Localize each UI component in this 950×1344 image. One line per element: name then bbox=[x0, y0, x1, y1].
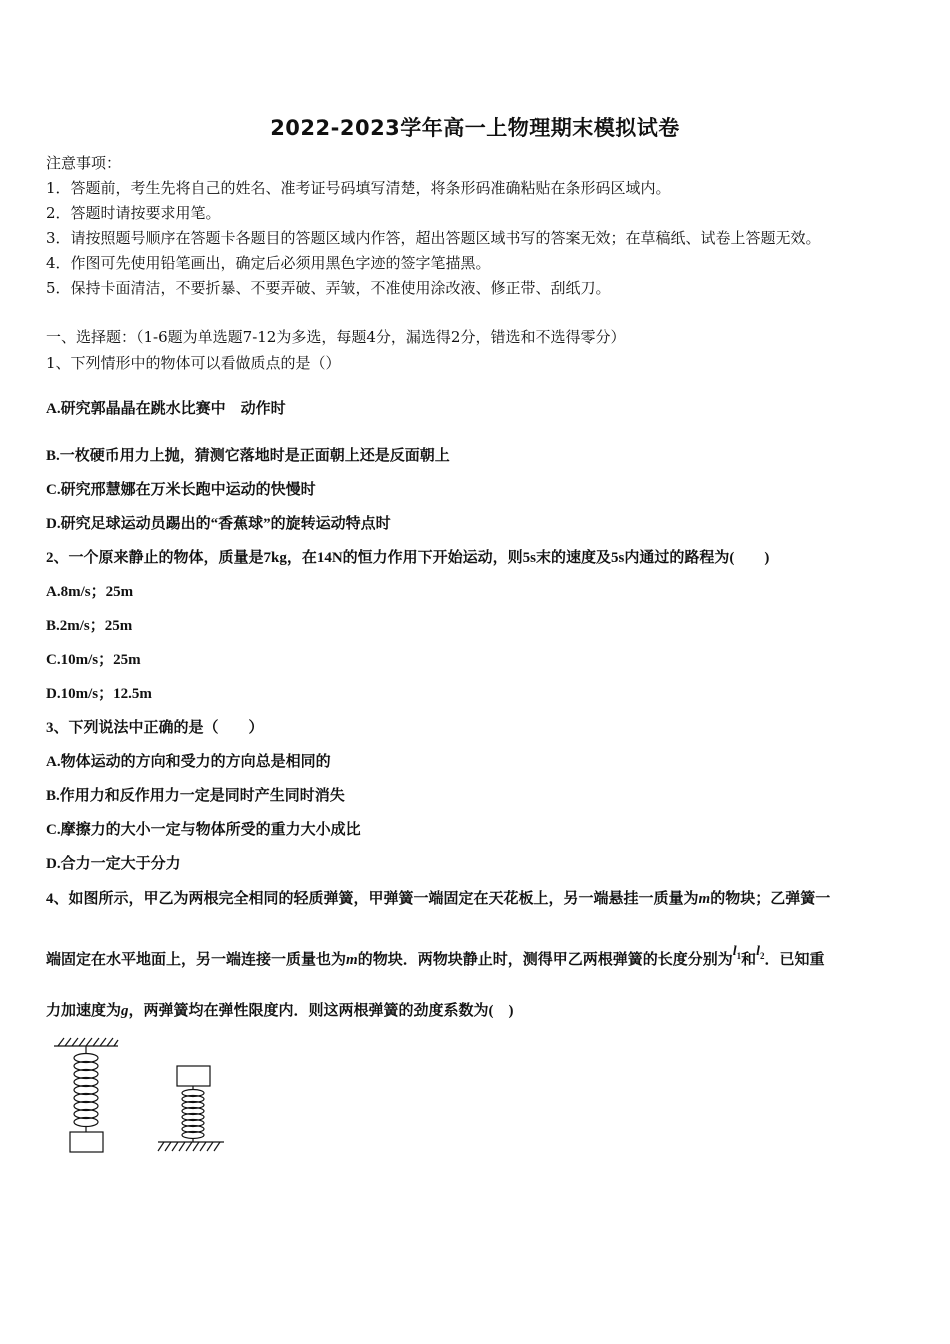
q3-option-b: B.作用力和反作用力一定是同时产生同时消失 bbox=[46, 788, 345, 804]
q4-line2-text-a: 端固定在水平地面上，另一端连接一质量也为 bbox=[46, 952, 347, 968]
q1-option-c: C.研究邢慧娜在万米长跑中运动的快慢时 bbox=[46, 482, 316, 498]
q4-line1-text-b: 的物块；乙弹簧一 bbox=[710, 891, 831, 907]
ceiling-hatch bbox=[58, 1038, 118, 1046]
q1-option-d: D.研究足球运动员踢出的“香蕉球”的旋转运动特点时 bbox=[46, 516, 391, 532]
q3-option-a: A.物体运动的方向和受力的方向总是相同的 bbox=[46, 754, 331, 770]
q4-mass-symbol: m bbox=[698, 891, 711, 907]
spring-yi-coils bbox=[182, 1090, 204, 1139]
q2-option-a: A.8m/s；25m bbox=[46, 584, 134, 600]
q1-option-b: B.一枚硬币用力上抛，猜测它落地时是正面朝上还是反面朝上 bbox=[46, 448, 450, 464]
l1-subscript: 1 bbox=[736, 950, 742, 961]
q1-option-a: A.研究郭晶晶在跳水比赛中 动作时 bbox=[46, 401, 286, 417]
q4-line2-text-c: ．已知重 bbox=[764, 952, 825, 968]
q4-line-2 bbox=[46, 944, 825, 970]
q4-line1-text-a: 4、如图所示，甲乙为两根完全相同的轻质弹簧，甲弹簧一端固定在天花板上，另一端悬挂一质量为 bbox=[46, 891, 699, 907]
q4-mass-symbol-2: m bbox=[346, 952, 358, 968]
q3-option-c: C.摩擦力的大小一定与物体所受的重力大小成比 bbox=[46, 822, 361, 838]
notice-item-4: 4．作图可先使用铅笔画出，确定后必须用黑色字迹的签字笔描黑。 bbox=[46, 254, 491, 272]
q2-option-d: D.10m/s；12.5m bbox=[46, 686, 152, 702]
spring-jia bbox=[54, 1038, 118, 1152]
notice-item-1: 1．答题前，考生先将自己的姓名、准考证号码填写清楚，将条形码准确粘贴在条形码区域内。 bbox=[46, 179, 671, 197]
q3-stem: 3、下列说法中正确的是（ ） bbox=[46, 720, 264, 736]
q2-stem: 2、一个原来静止的物体，质量是7kg，在14N的恒力作用下开始运动，则5s末的速度及5s内通过的路程为( ) bbox=[46, 550, 770, 566]
q4-line3-text-a: 力加速度为 bbox=[46, 1003, 122, 1019]
notice-item-2: 2．答题时请按要求用笔。 bbox=[46, 204, 221, 222]
l2-subscript: 2 bbox=[760, 950, 765, 961]
l2-letter: l bbox=[756, 944, 760, 959]
q4-line2-text-b: 的物块．两物块静止时，测得甲乙两根弹簧的长度分别为 bbox=[357, 952, 733, 968]
notice-heading: 注意事项： bbox=[46, 154, 122, 172]
q4-line3-text-b: ，两弹簧均在弹性限度内．则这两根弹簧的劲度系数为( ) bbox=[128, 1003, 514, 1019]
q4-and: 和 bbox=[741, 952, 757, 968]
block-yi bbox=[177, 1066, 210, 1086]
q4-line-1 bbox=[46, 887, 830, 908]
spring-figure bbox=[46, 1030, 236, 1160]
ground-hatch bbox=[158, 1142, 220, 1151]
notice-item-3: 3．请按照题号顺序在答题卡各题目的答题区域内作答，超出答题区域书写的答案无效；在草稿纸、试卷上答题无效。 bbox=[46, 229, 821, 247]
spring-yi bbox=[158, 1066, 224, 1151]
q2-option-b: B.2m/s；25m bbox=[46, 618, 133, 634]
q1-stem: 1、下列情形中的物体可以看做质点的是（） bbox=[46, 354, 341, 372]
l1-symbol bbox=[733, 944, 741, 961]
q4-gravity-symbol: g bbox=[121, 1003, 129, 1019]
exam-title: 2022-2023学年高一上物理期末模拟试卷 bbox=[270, 116, 680, 140]
notice-item-5: 5．保持卡面清洁，不要折暴、不要弄破、弄皱，不准使用涂改液、修正带、刮纸刀。 bbox=[46, 279, 611, 297]
block-jia bbox=[70, 1132, 103, 1152]
l2-symbol bbox=[756, 944, 764, 961]
spring-jia-coils bbox=[74, 1054, 98, 1127]
section-heading: 一、选择题：（1-6题为单选题7-12为多选，每题4分，漏选得2分，错选和不选得零分） bbox=[46, 328, 626, 346]
q3-option-d: D.合力一定大于分力 bbox=[46, 856, 181, 872]
l1-letter: l bbox=[732, 944, 737, 959]
q2-option-c: C.10m/s；25m bbox=[46, 652, 141, 668]
q4-line-3 bbox=[46, 999, 514, 1020]
